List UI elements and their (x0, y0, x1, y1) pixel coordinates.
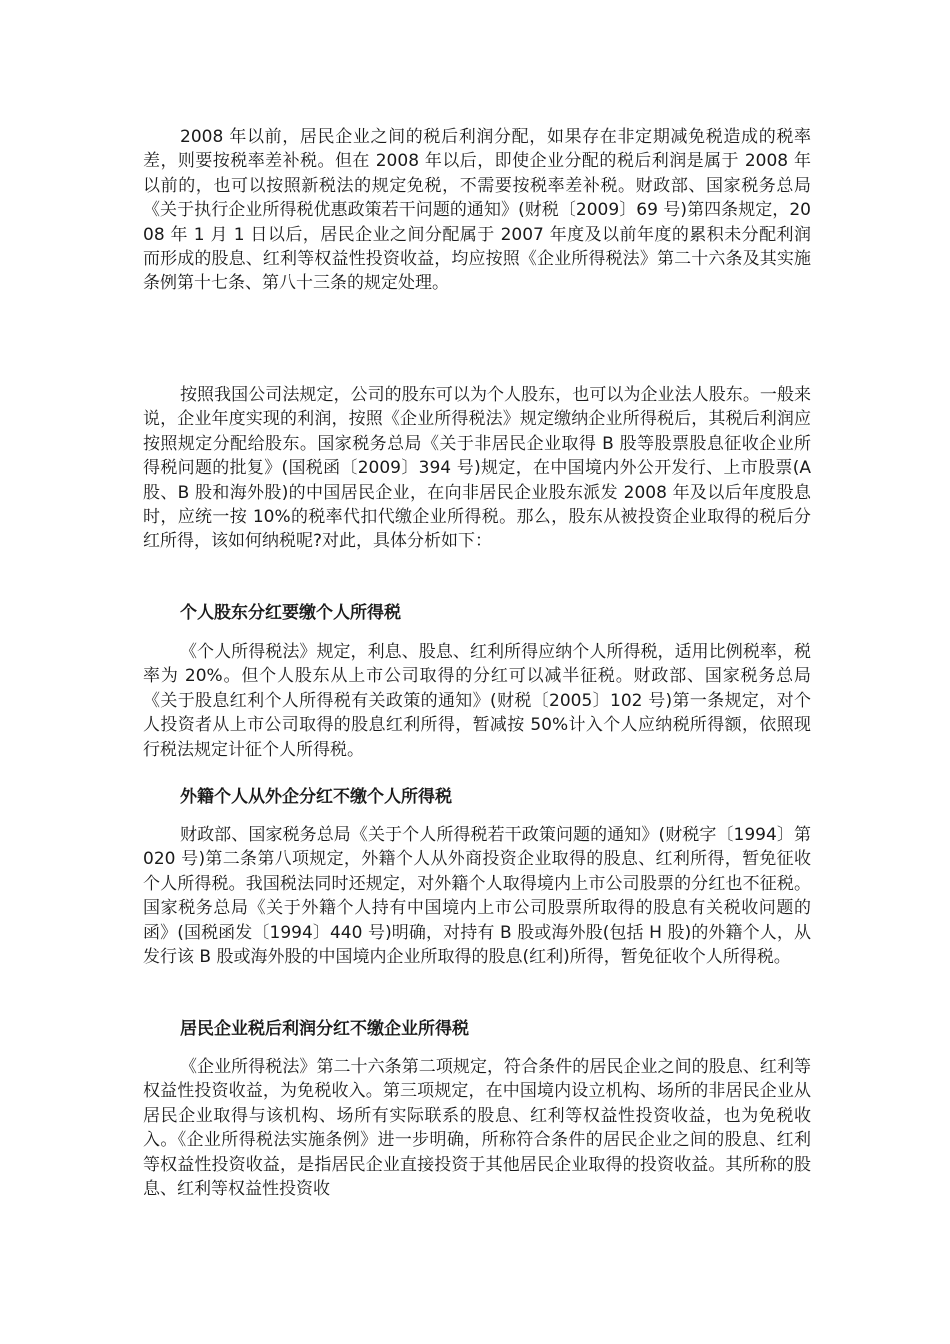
heading-resident-enterprise-exempt: 居民企业税后利润分红不缴企业所得税 (180, 1019, 469, 1039)
paragraph-foreign-individual: 财政部、国家税务总局《关于个人所得税若干政策问题的通知》(财税字〔1994〕第 020 号)第二条第八项规定，外籍个人从外商投资企业取得的股息、红利所得，暂免征收个人所得税。我国税法同时还规定，对外籍个人取得境内上市公司股票的分红也不征税。国家税务总局《关于外籍个人持有中国境内上市公司股票所取得的股息有关税收问题的函》(国税函发〔1994〕440 号)明确，对持有 B 股或海外股(包括 H 股)的外籍个人，从发行该 B 股或海外股的中国境内企业所取得的股息(红利)所得，暂免征收个人所得税。 (143, 825, 811, 968)
paragraph-company-law-shareholders: 按照我国公司法规定，公司的股东可以为个人股东，也可以为企业法人股东。一般来说，企业年度实现的利润，按照《企业所得税法》规定缴纳企业所得税后，其税后利润应按照规定分配给股东。国家税务总局《关于非居民企业取得 B 股等股票股息征收企业所得税问题的批复》(国税函〔2009〕394 号)规定，在中国境内外公开发行、上市股票(A 股、B 股和海外股)的中国居民企业，在向非居民企业股东派发 2008 年及以后年度股息时，应统一按 10%的税率代扣代缴企业所得税。那么，股东从被投资企业取得的税后分红所得，该如何纳税呢?对此，具体分析如下： (143, 385, 811, 552)
paragraph-individual-income-tax: 《个人所得税法》规定，利息、股息、红利所得应纳个人所得税，适用比例税率，税率为 20%。但个人股东从上市公司取得的分红可以减半征税。财政部、国家税务总局《关于股息红利个人所得税有关政策的通知》(财税〔2005〕102 号)第一条规定，对个人投资者从上市公司取得的股息红利所得，暂减按 50%计入个人应纳税所得额，依照现行税法规定计征个人所得税。 (143, 642, 811, 760)
paragraph-resident-enterprise: 《企业所得税法》第二十六条第二项规定，符合条件的居民企业之间的股息、红利等权益性投资收益，为免税收入。第三项规定，在中国境内设立机构、场所的非居民企业从居民企业取得与该机构、场所有实际联系的股息、红利等权益性投资收益，也为免税收入。《企业所得税法实施条例》进一步明确，所称符合条件的居民企业之间的股息、红利等权益性投资收益，是指居民企业直接投资于其他居民企业取得的投资收益。其所称的股息、红利等权益性投资收 (143, 1057, 811, 1200)
heading-individual-shareholder-tax: 个人股东分红要缴个人所得税 (180, 603, 401, 623)
paragraph-dividend-before-2008: 2008 年以前，居民企业之间的税后利润分配，如果存在非定期减免税造成的税率差，则要按税率差补税。但在 2008 年以后，即使企业分配的税后利润是属于 2008 年以前的，也可以按照新税法的规定免税，不需要按税率差补税。财政部、国家税务总局《关于执行企业所得税优惠政策若干问题的通知》(财税〔2009〕69 号)第四条规定，2008 年 1 月 1 日以后，居民企业之间分配属于 2007 年度及以前年度的累积未分配利润而形成的股息、红利等权益性投资收益，均应按照《企业所得税法》第二十六条及其实施条例第十七条、第八十三条的规定处理。 (143, 127, 811, 294)
heading-foreign-individual-exempt: 外籍个人从外企分红不缴个人所得税 (180, 787, 452, 807)
